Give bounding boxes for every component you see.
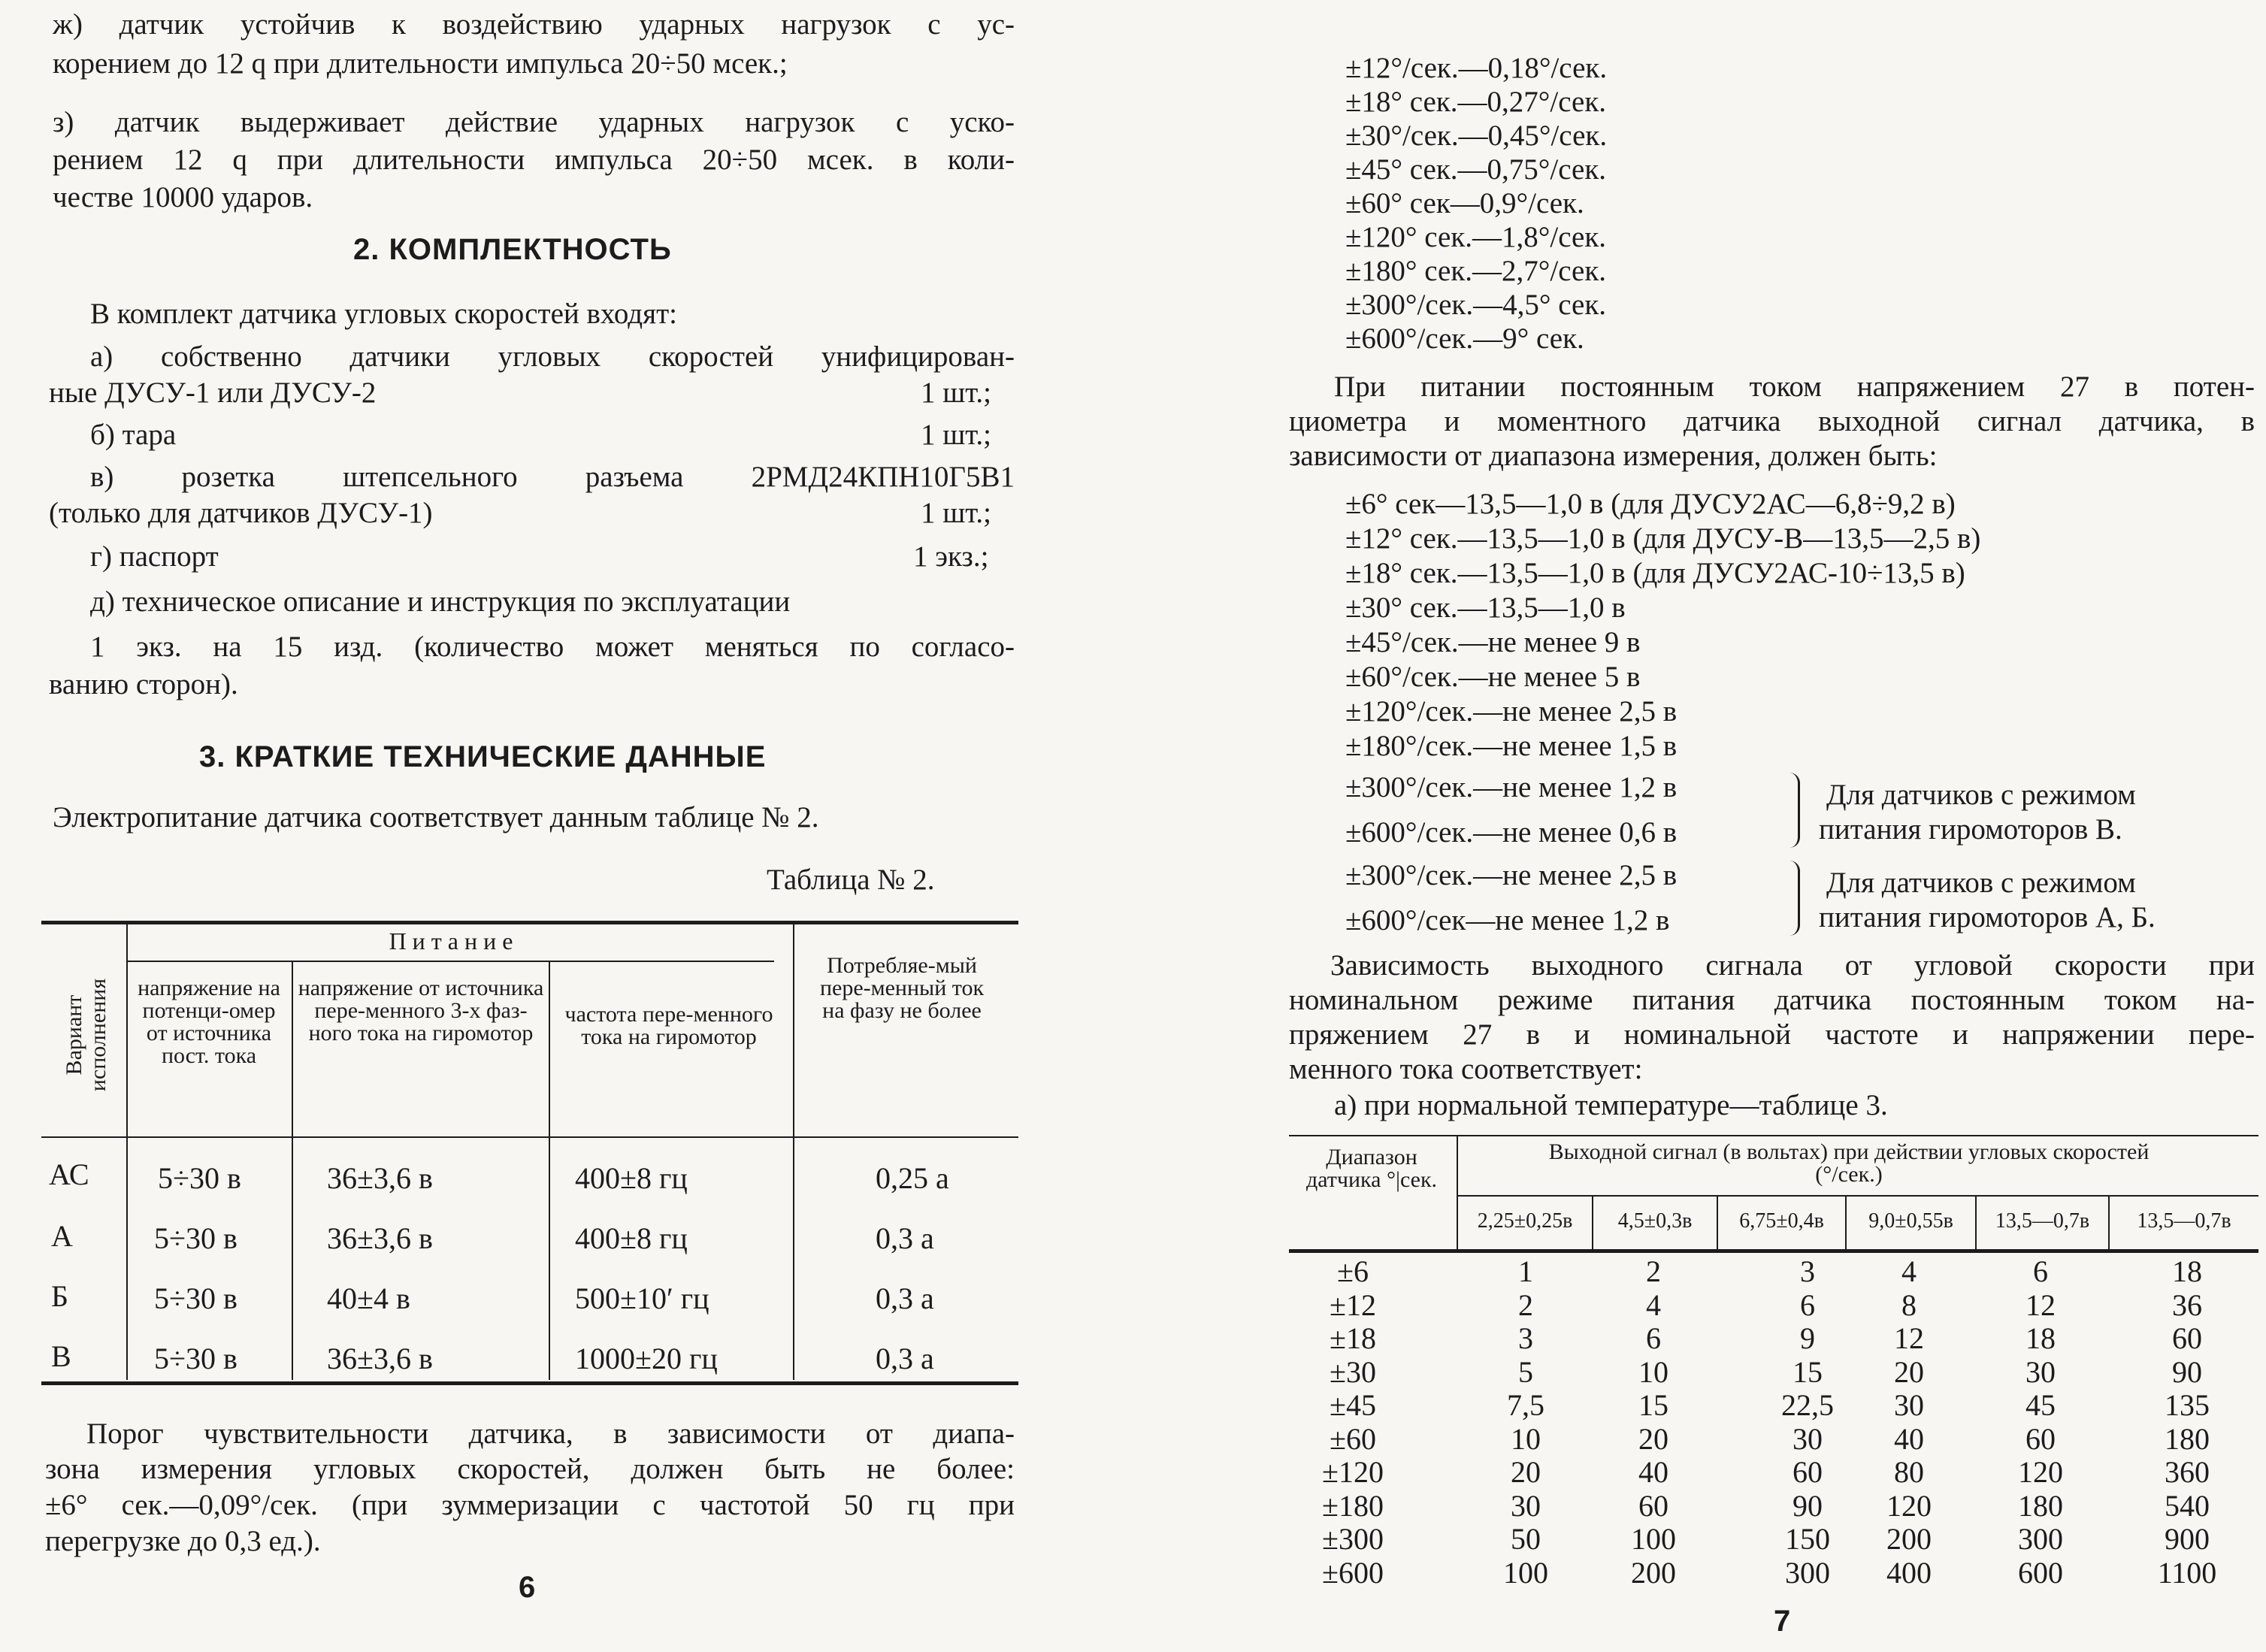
table3-cell: 8: [1901, 1287, 1917, 1322]
table3-cell: 10: [1638, 1354, 1668, 1389]
kit-item-d: д) техническое описание и инструкция по эксплуатации: [90, 585, 791, 618]
table3-cell: 18: [2172, 1254, 2202, 1288]
table3-cell: 135: [2165, 1388, 2210, 1422]
signal-item: ±120°/сек.—не менее 2,5 в: [1345, 695, 1678, 728]
kit-note-line2: ванию сторон).: [49, 668, 238, 700]
supply-line1: При питании постоянным током напряжением 27 в потен-: [1334, 371, 2255, 403]
kit-item-b: б) тара: [90, 419, 177, 451]
threshold-line4: перегрузке до 0,3 ед.).: [45, 1525, 321, 1557]
table3-cell: 5: [1518, 1354, 1533, 1389]
table3-cell: 200: [1886, 1522, 1932, 1556]
table2-col-voltage-gyro: напряжение от источника пере-менного 3-х фаз-ного тока на гиромотор: [298, 976, 544, 1045]
table2-bottom-rule: [41, 1381, 1018, 1385]
group-ab-line2: ±600°/сек—не менее 1,2 в: [1345, 904, 1670, 936]
kit-item-v-qty: 1 шт.;: [921, 497, 991, 529]
table2-row-freq: 400±8 гц: [575, 1161, 688, 1195]
table3-cell: 3: [1800, 1254, 1815, 1288]
page-number-right: 7: [1774, 1605, 1791, 1638]
table2-row-pot: 5÷30 в: [158, 1161, 241, 1195]
table3-cell: 3: [1518, 1321, 1533, 1355]
kit-item-b-qty: 1 шт.;: [921, 419, 991, 451]
table3-cell: 180: [2018, 1488, 2063, 1523]
table3-cell: 60: [2025, 1421, 2056, 1456]
item-zh-line1: ж) датчик устойчив к воздействию ударных нагрузок с ус-: [53, 8, 1015, 41]
table3-cell: 300: [1785, 1555, 1830, 1590]
dependence-line3: пряжением 27 в и номинальной частоте и напряжении пере-: [1289, 1018, 2255, 1051]
table3-top-rule: [1289, 1135, 2258, 1136]
table2-group-header: П и т а н и е: [389, 927, 513, 955]
table3-header-rule: [1289, 1249, 2258, 1253]
table3-cell: 60: [1638, 1488, 1668, 1523]
dependence-line2: номинальном режиме питания датчика постоянным током на-: [1289, 984, 2255, 1016]
threshold-item: ±18° сек.—0,27°/сек.: [1345, 86, 1607, 118]
table3-row-range: ±120: [1322, 1455, 1384, 1489]
table3-cell: 100: [1503, 1555, 1548, 1590]
table3-cell: 30: [1793, 1421, 1823, 1456]
group-v-note-line1: Для датчиков с режимом: [1826, 779, 2136, 811]
table2-row-freq: 1000±20 гц: [575, 1342, 718, 1375]
item-z-line3: честве 10000 ударов.: [53, 181, 313, 213]
table2-row-gyro: 36±3,6 в: [327, 1342, 433, 1375]
table3-cell: 6: [1646, 1321, 1661, 1355]
table3-col: 9,0±0,55в: [1868, 1209, 1953, 1233]
threshold-item: ±45° сек.—0,75°/сек.: [1345, 153, 1607, 186]
table3-cell: 15: [1793, 1354, 1823, 1389]
table3-cell: 4: [1646, 1287, 1661, 1322]
table3-row-range: ±30: [1330, 1354, 1376, 1389]
dependence-line1: Зависимость выходного сигнала от угловой скорости при: [1330, 949, 2255, 982]
table3-cell: 400: [1886, 1555, 1932, 1590]
table2-vline-2: [292, 962, 293, 1380]
table3-cell: 36: [2172, 1287, 2202, 1322]
table3-cell: 12: [2025, 1287, 2056, 1322]
table2-vline-1: [126, 923, 128, 1380]
table3-cell: 120: [1886, 1488, 1932, 1523]
table3-cell: 6: [2033, 1254, 2048, 1288]
table3-row-range: ±60: [1330, 1421, 1376, 1456]
table3-cell: 50: [1511, 1522, 1541, 1556]
signal-item: ±6° сек—13,5—1,0 в (для ДУСУ2АС—6,8÷9,2 в): [1345, 488, 1956, 520]
threshold-item: ±30°/сек.—0,45°/сек.: [1345, 120, 1608, 152]
left-page: [0, 0, 1127, 1652]
table2-row-gyro: 40±4 в: [327, 1281, 410, 1315]
threshold-item: ±180° сек.—2,7°/сек.: [1345, 255, 1607, 287]
kit-item-a-line2: ные ДУСУ-1 или ДУСУ-2: [49, 377, 377, 409]
table3-cell: 540: [2165, 1488, 2210, 1523]
table3-cell: 90: [1793, 1488, 1823, 1523]
table2-vline-3: [549, 962, 550, 1380]
table3-group-rule: [1458, 1195, 2258, 1197]
table3-cell: 1100: [2157, 1555, 2217, 1590]
table2-row-freq: 400±8 гц: [575, 1221, 688, 1255]
table2-row-gyro: 36±3,6 в: [327, 1221, 433, 1255]
table3-cell: 1: [1518, 1254, 1533, 1288]
table2-col-current: Потребляе-мый пере-менный ток на фазу не более: [819, 953, 985, 1023]
supply-line3: зависимости от диапазона измерения, должен быть:: [1289, 440, 1938, 472]
table3-cell: 180: [2165, 1421, 2210, 1456]
threshold-item: ±120° сек.—1,8°/сек.: [1345, 221, 1607, 253]
table2-col-freq: частота пере-менного тока на гиромотор: [564, 1002, 773, 1049]
table3-cell: 15: [1638, 1388, 1668, 1422]
signal-item: ±18° сек.—13,5—1,0 в (для ДУСУ2АС-10÷13,5 в): [1345, 557, 1965, 589]
table3-row-range: ±18: [1330, 1321, 1376, 1355]
threshold-item: ±60° сек—0,9°/сек.: [1345, 187, 1584, 219]
kit-item-v-line1: в) розетка штепсельного разъема 2РМД24КПН10Г5В1: [90, 461, 1015, 493]
threshold-line2: зона измерения угловых скоростей, должен быть не более:: [45, 1453, 1015, 1485]
table3-cell: 20: [1894, 1354, 1924, 1389]
threshold-item: ±600°/сек.—9° сек.: [1345, 322, 1584, 355]
table3-cell: 100: [1631, 1522, 1676, 1556]
table3-cell: 30: [1511, 1488, 1541, 1523]
table3-col: 13,5—0,7в: [2137, 1209, 2231, 1233]
signal-item: ±12° сек.—13,5—1,0 в (для ДУСУ-В—13,5—2,5 в): [1345, 522, 1981, 555]
table3-cell: 9: [1800, 1321, 1815, 1355]
table3-cell: 60: [1793, 1455, 1823, 1489]
group-ab-note-line2: питания гиромоторов А, Б.: [1819, 901, 2156, 933]
kit-note-line1: 1 экз. на 15 изд. (количество может меняться по согласо-: [90, 631, 1015, 663]
table3-cell: 20: [1511, 1455, 1541, 1489]
table2-row-current: 0,3 а: [876, 1342, 934, 1375]
group-v-line1: ±300°/сек.—не менее 1,2 в: [1345, 771, 1678, 803]
table3-group-header: Выходной сигнал (в вольтах) при действии угловых скоростей (°/сек.): [1548, 1139, 2150, 1187]
table3-cell: 900: [2165, 1522, 2210, 1556]
section2-intro: В комплект датчика угловых скоростей входят:: [90, 298, 677, 330]
table3-cell: 20: [1638, 1421, 1668, 1456]
table2-row-pot: 5÷30 в: [154, 1221, 237, 1255]
dependence-line4: менного тока соответствует:: [1289, 1053, 1643, 1085]
table3-col-range: Диапазон датчика °|сек.: [1305, 1145, 1438, 1192]
table3-row-range: ±600: [1322, 1555, 1384, 1590]
kit-item-a-qty: 1 шт.;: [921, 377, 991, 409]
table3-col: 2,25±0,25в: [1477, 1209, 1573, 1233]
table3-cell: 12: [1894, 1321, 1924, 1355]
supply-line2: циометра и моментного датчика выходной сигнал датчика, в: [1289, 405, 2255, 437]
table3-cell: 300: [2018, 1522, 2063, 1556]
table2-row-variant: АС: [49, 1157, 89, 1191]
table3-cell: 18: [2025, 1321, 2056, 1355]
table2-top-rule: [41, 921, 1018, 924]
table2-row-variant: Б: [51, 1279, 68, 1313]
table2-col-variant: Вариант исполнения: [62, 978, 110, 1092]
signal-item: ±45°/сек.—не менее 9 в: [1345, 626, 1641, 658]
table3-col: 6,75±0,4в: [1739, 1209, 1824, 1233]
table2-row-variant: А: [51, 1219, 73, 1253]
table3-cell: 120: [2018, 1455, 2063, 1489]
kit-item-v-line2: (только для датчиков ДУСУ-1): [49, 497, 433, 529]
table3-row-range: ±12: [1330, 1287, 1376, 1322]
kit-item-g-qty: 1 экз.;: [913, 540, 989, 573]
table2-col-voltage-pot: напряжение на потенци-омер от источника пост. тока: [138, 976, 280, 1068]
subitem-a: а) при нормальной температуре—таблице 3.: [1334, 1089, 1888, 1121]
table3-col: 13,5—0,7в: [1995, 1209, 2090, 1233]
table3-row-range: ±6: [1337, 1254, 1369, 1288]
table3-cell: 90: [2172, 1354, 2202, 1389]
table3-cell: 22,5: [1781, 1388, 1834, 1422]
threshold-item: ±12°/сек.—0,18°/сек.: [1345, 52, 1608, 84]
section3-title: 3. КРАТКИЕ ТЕХНИЧЕСКИЕ ДАННЫЕ: [199, 740, 767, 773]
table2-vline-4: [793, 923, 794, 1380]
table3-row-range: ±300: [1322, 1522, 1384, 1556]
table2-caption: Таблица № 2.: [767, 864, 935, 896]
table3-cell: 40: [1894, 1421, 1924, 1456]
table3-row-range: ±180: [1322, 1488, 1384, 1523]
item-z-line2: рением 12 q при длительности импульса 20÷50 мсек. в коли-: [53, 144, 1015, 176]
table3-row-range: ±45: [1330, 1388, 1376, 1422]
table3-cell: 7,5: [1507, 1388, 1544, 1422]
group-v-note-line2: питания гиромоторов В.: [1819, 813, 2122, 846]
table3-cell: 2: [1518, 1287, 1533, 1322]
item-zh-line2: корением до 12 q при длительности импульса 20÷50 мсек.;: [53, 47, 788, 80]
table2-header-rule: [41, 1136, 1018, 1138]
table2-row-variant: В: [51, 1339, 71, 1373]
group-ab-note-line1: Для датчиков с режимом: [1826, 867, 2136, 899]
table3-cell: 2: [1646, 1254, 1661, 1288]
table3-cell: 360: [2165, 1455, 2210, 1489]
item-z-line1: з) датчик выдерживает действие ударных нагрузок с уско-: [53, 106, 1015, 138]
section3-intro: Электропитание датчика соответствует данным таблице № 2.: [53, 801, 819, 834]
table2-row-current: 0,3 а: [876, 1221, 934, 1255]
group-ab-line1: ±300°/сек.—не менее 2,5 в: [1345, 859, 1678, 891]
table3-cell: 10: [1511, 1421, 1541, 1456]
threshold-item: ±300°/сек.—4,5° сек.: [1345, 289, 1607, 321]
signal-item: ±30° сек.—13,5—1,0 в: [1345, 592, 1626, 624]
signal-item: ±60°/сек.—не менее 5 в: [1345, 661, 1641, 693]
table3-cell: 80: [1894, 1455, 1924, 1489]
table2-row-pot: 5÷30 в: [154, 1342, 237, 1375]
table3-cell: 200: [1631, 1555, 1676, 1590]
kit-item-a-line1: а) собственно датчики угловых скоростей унифицирован-: [90, 340, 1015, 373]
table2-row-freq: 500±10′ гц: [575, 1281, 709, 1315]
threshold-line3: ±6° сек.—0,09°/сек. (при зуммеризации с частотой 50 гц при: [45, 1489, 1015, 1521]
table3-cell: 4: [1901, 1254, 1917, 1288]
kit-item-g: г) паспорт: [90, 540, 219, 573]
table3-cell: 30: [2025, 1354, 2056, 1389]
table2-row-gyro: 36±3,6 в: [327, 1161, 433, 1195]
group-v-brace: [1787, 773, 1800, 848]
table3-cell: 60: [2172, 1321, 2202, 1355]
group-ab-brace: [1787, 861, 1800, 936]
table2-row-current: 0,25 а: [876, 1161, 949, 1195]
table3-cell: 150: [1785, 1522, 1830, 1556]
section2-title: 2. КОМПЛЕКТНОСТЬ: [353, 233, 672, 266]
table3-cell: 40: [1638, 1455, 1668, 1489]
right-page: [1127, 0, 2266, 1652]
table3-cell: 6: [1800, 1287, 1815, 1322]
signal-item: ±180°/сек.—не менее 1,5 в: [1345, 730, 1678, 762]
table3-cell: 45: [2025, 1388, 2056, 1422]
table3-cell: 30: [1894, 1388, 1924, 1422]
table2-group-rule: [128, 961, 774, 962]
page-number-left: 6: [519, 1571, 536, 1604]
threshold-line1: Порог чувствительности датчика, в зависимости от диапа-: [86, 1418, 1015, 1450]
table3-cell: 600: [2018, 1555, 2063, 1590]
table3-col: 4,5±0,3в: [1617, 1209, 1693, 1233]
table2-row-pot: 5÷30 в: [154, 1281, 237, 1315]
table2-row-current: 0,3 а: [876, 1281, 934, 1315]
group-v-line2: ±600°/сек.—не менее 0,6 в: [1345, 816, 1678, 849]
